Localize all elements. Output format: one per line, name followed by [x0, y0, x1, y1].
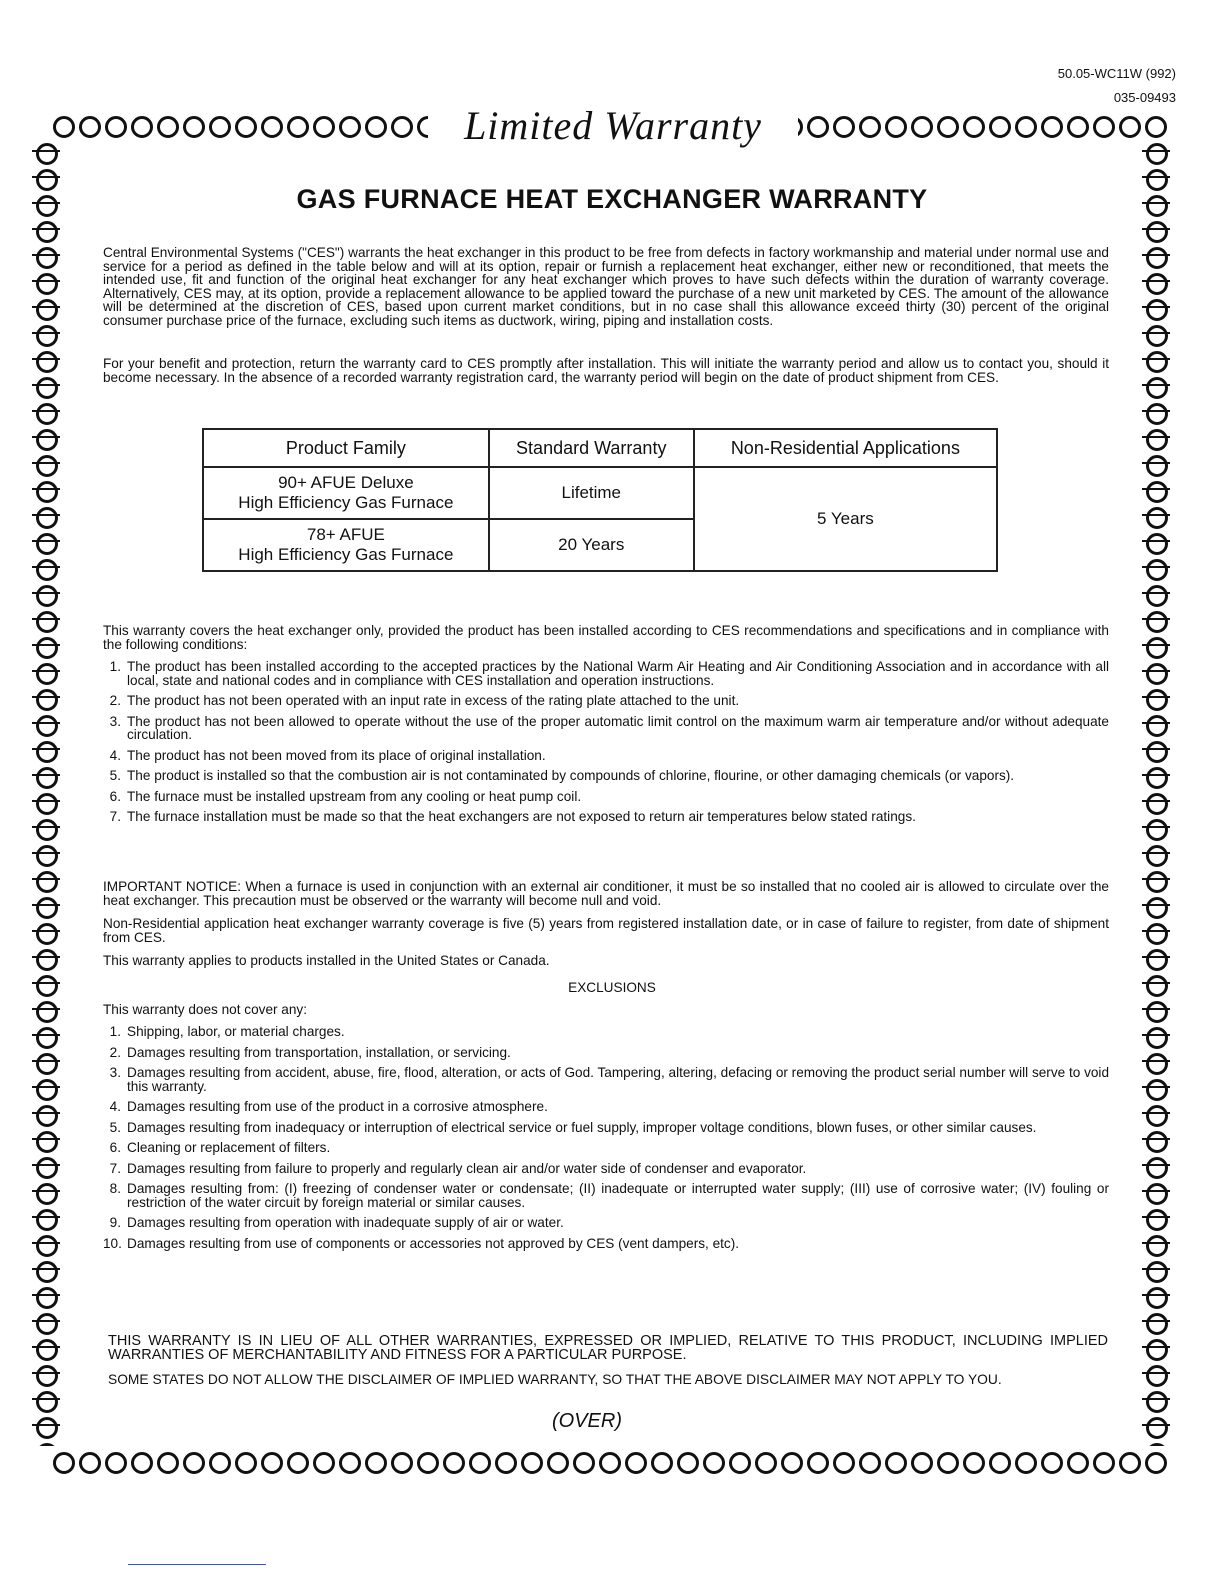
column-header-product-family: Product Family — [203, 429, 489, 467]
exclusions-heading: EXCLUSIONS — [568, 980, 656, 995]
list-item-text: Damages resulting from failure to properly and regularly clean air and/or water side of condenser and evaporator. — [127, 1160, 807, 1176]
chain-link-icon — [32, 478, 58, 504]
chain-link-icon — [1142, 1414, 1168, 1440]
chain-link-icon — [32, 1310, 58, 1336]
list-item — [103, 1162, 1109, 1176]
chain-link-icon — [32, 400, 58, 426]
chain-link-icon — [32, 790, 58, 816]
limited-warranty-banner: Limited Warranty — [428, 102, 798, 149]
states-disclaimer: SOME STATES DO NOT ALLOW THE DISCLAIMER OF IMPLIED WARRANTY, SO THAT THE ABOVE DISCLAIMER MAY NOT APPLY TO YOU. — [108, 1372, 1002, 1387]
page-title: GAS FURNACE HEAT EXCHANGER WARRANTY — [296, 184, 928, 214]
chain-link-icon — [1038, 112, 1064, 138]
chain-link-icon — [1142, 530, 1168, 556]
chain-link-icon — [1142, 1102, 1168, 1128]
chain-link-icon — [1142, 1154, 1168, 1180]
chain-link-icon — [206, 1448, 232, 1474]
chain-link-icon — [700, 1448, 726, 1474]
column-header-standard-warranty: Standard Warranty — [489, 429, 694, 467]
chain-link-icon — [1142, 504, 1168, 530]
list-item-text: The product has not been operated with an input rate in excess of the rating plate attached to the unit. — [127, 693, 740, 708]
chain-link-icon — [1142, 972, 1168, 998]
chain-link-icon — [32, 868, 58, 894]
list-item — [103, 1121, 1109, 1135]
chain-link-icon — [1142, 1448, 1168, 1474]
chain-link-icon — [128, 1448, 154, 1474]
chain-link-icon — [804, 1448, 830, 1474]
non-residential-note: Non-Residential application heat exchanger warranty coverage is five (5) years from registered installation date, or in case of failure to register, from date of shipment from CES. — [103, 916, 1109, 945]
chain-link-icon — [232, 1448, 258, 1474]
chain-link-icon — [1142, 1232, 1168, 1258]
chain-link-icon — [1142, 1388, 1168, 1414]
chain-link-icon — [1142, 1258, 1168, 1284]
chain-link-icon — [1142, 348, 1168, 374]
chain-link-icon — [32, 1284, 58, 1310]
chain-link-icon — [32, 608, 58, 634]
table-row — [203, 467, 997, 519]
list-item — [103, 769, 1109, 783]
chain-link-icon — [1142, 166, 1168, 192]
chain-link-icon — [32, 972, 58, 998]
list-item-number: 1. — [109, 659, 121, 674]
chain-link-icon — [32, 634, 58, 660]
chain-link-icon — [1116, 1448, 1142, 1474]
conditions-list — [103, 660, 1109, 831]
chain-link-icon — [1142, 296, 1168, 322]
chain-link-icon — [960, 1448, 986, 1474]
chain-link-icon — [32, 1076, 58, 1102]
chain-link-icon — [32, 244, 58, 270]
chain-link-icon — [1142, 1310, 1168, 1336]
chain-link-icon — [1142, 686, 1168, 712]
list-item — [103, 1046, 1109, 1060]
list-item-text: The furnace installation must be made so that the heat exchangers are not exposed to return air temperatures below stated ratings. — [127, 809, 916, 824]
chain-border-bottom — [50, 1448, 1170, 1476]
chain-link-icon — [856, 1448, 882, 1474]
chain-link-icon — [1090, 1448, 1116, 1474]
chain-link-icon — [32, 738, 58, 764]
list-item-text: Damages resulting from accident, abuse, fire, flood, alteration, or acts of God. Tampering, altering, defacing or removing the product serial number will serve to void this warranty. — [127, 1065, 1110, 1094]
chain-link-icon — [76, 1448, 102, 1474]
chain-link-icon — [310, 1448, 336, 1474]
list-item — [103, 810, 1109, 824]
chain-link-icon — [258, 112, 284, 138]
chain-link-icon — [32, 322, 58, 348]
list-item-number: 8. — [109, 1181, 121, 1196]
chain-link-icon — [1142, 582, 1168, 608]
chain-link-icon — [1142, 764, 1168, 790]
list-item-number: 4. — [109, 1099, 121, 1114]
chain-link-icon — [1142, 842, 1168, 868]
list-item — [103, 715, 1109, 742]
chain-link-icon — [32, 504, 58, 530]
chain-link-icon — [32, 166, 58, 192]
chain-link-icon — [1142, 270, 1168, 296]
chain-link-icon — [32, 556, 58, 582]
product-family-cell — [203, 467, 489, 519]
chain-link-icon — [1038, 1448, 1064, 1474]
list-item-number: 9. — [109, 1215, 121, 1230]
chain-link-icon — [1142, 894, 1168, 920]
list-item-text: The product is installed so that the combustion air is not contaminated by compounds of chlorine, flourine, or other damaging chemicals (or vapors). — [127, 768, 1015, 783]
chain-link-icon — [32, 660, 58, 686]
chain-link-icon — [310, 112, 336, 138]
list-item-number: 1. — [109, 1024, 121, 1039]
list-item-text: The product has not been allowed to operate without the use of the proper automatic limit control on the maximum warm air temperature and/or without adequate circulation. — [127, 713, 1109, 742]
document-part-number: 035-09493 — [1113, 90, 1176, 105]
in-lieu-disclaimer: THIS WARRANTY IS IN LIEU OF ALL OTHER WARRANTIES, EXPRESSED OR IMPLIED, RELATIVE TO THIS PRODUCT, INCLUDING IMPLIED WARRANTIES OF MERCHANTABILITY AND FITNESS FOR A PARTICULAR PURPOSE. — [108, 1333, 1108, 1363]
bottom-rule — [128, 1564, 266, 1565]
chain-link-icon — [1142, 112, 1168, 138]
list-item-text: Damages resulting from operation with inadequate supply of air or water. — [127, 1215, 564, 1230]
applies-note: This warranty applies to products installed in the United States or Canada. — [103, 953, 550, 968]
chain-link-icon — [1142, 1284, 1168, 1310]
chain-link-icon — [596, 1448, 622, 1474]
chain-link-icon — [908, 1448, 934, 1474]
chain-link-icon — [32, 1258, 58, 1284]
list-item — [103, 1100, 1109, 1114]
chain-link-icon — [1142, 790, 1168, 816]
chain-link-icon — [414, 1448, 440, 1474]
chain-link-icon — [32, 1180, 58, 1206]
chain-link-icon — [1142, 452, 1168, 478]
chain-link-icon — [76, 112, 102, 138]
chain-link-icon — [32, 894, 58, 920]
list-item-text: The product has been installed according to the accepted practices by the National Warm Air Heating and Air Conditioning Association and in accordance with all local, state and national codes and in compliance with CES installation and operation instructions. — [127, 659, 1109, 688]
chain-link-icon — [32, 348, 58, 374]
column-header-non-residential: Non-Residential Applications — [694, 429, 997, 467]
list-item — [103, 1141, 1109, 1155]
chain-link-icon — [1064, 1448, 1090, 1474]
chain-link-icon — [102, 1448, 128, 1474]
registration-paragraph: For your benefit and protection, return the warranty card to CES promptly after installation. This will initiate the warranty period and allow us to contact you, should it become necessary. In the absence of a recorded warranty registration card, the warranty period will begin on the date of product shipment from CES. — [103, 356, 1109, 385]
chain-link-icon — [32, 1440, 58, 1446]
chain-link-icon — [830, 1448, 856, 1474]
chain-link-icon — [648, 1448, 674, 1474]
list-item-number: 10. — [103, 1235, 122, 1251]
chain-link-icon — [674, 1448, 700, 1474]
table-header-row — [203, 429, 997, 467]
chain-link-icon — [32, 998, 58, 1024]
chain-link-icon — [180, 112, 206, 138]
list-item — [103, 1025, 1109, 1039]
chain-link-icon — [50, 1448, 76, 1474]
chain-link-icon — [32, 582, 58, 608]
chain-link-icon — [960, 112, 986, 138]
chain-link-icon — [440, 1448, 466, 1474]
chain-link-icon — [1142, 660, 1168, 686]
chain-link-icon — [1142, 556, 1168, 582]
chain-link-icon — [622, 1448, 648, 1474]
chain-link-icon — [830, 112, 856, 138]
chain-link-icon — [32, 1154, 58, 1180]
chain-link-icon — [32, 842, 58, 868]
chain-link-icon — [206, 112, 232, 138]
chain-link-icon — [1142, 1024, 1168, 1050]
chain-link-icon — [1012, 1448, 1038, 1474]
exclusions-list — [103, 1025, 1109, 1257]
chain-link-icon — [362, 112, 388, 138]
list-item-text: Damages resulting from inadequacy or interruption of electrical service or fuel supply, improper voltage conditions, blown fuses, or other similar causes. — [127, 1119, 1037, 1135]
list-item-text: Cleaning or replacement of filters. — [127, 1140, 331, 1155]
chain-link-icon — [570, 1448, 596, 1474]
chain-link-icon — [1142, 1076, 1168, 1102]
chain-link-icon — [934, 1448, 960, 1474]
chain-link-icon — [1142, 1180, 1168, 1206]
list-item — [103, 1066, 1109, 1093]
list-item-number: 5. — [109, 768, 121, 783]
chain-link-icon — [1012, 112, 1038, 138]
warranty-table — [202, 428, 998, 572]
chain-link-icon — [32, 1336, 58, 1362]
over-label: (OVER) — [552, 1410, 622, 1432]
chain-link-icon — [32, 1388, 58, 1414]
chain-border-right — [1142, 140, 1170, 1446]
chain-link-icon — [908, 112, 934, 138]
chain-link-icon — [1142, 322, 1168, 348]
standard-warranty-cell: Lifetime — [489, 467, 694, 519]
product-family-line: 78+ AFUE — [306, 525, 385, 544]
list-item-number: 6. — [109, 788, 121, 804]
chain-link-icon — [1142, 192, 1168, 218]
chain-link-icon — [336, 1448, 362, 1474]
chain-link-icon — [1142, 400, 1168, 426]
chain-link-icon — [1090, 112, 1116, 138]
standard-warranty-cell: 20 Years — [489, 519, 694, 571]
chain-link-icon — [1142, 426, 1168, 452]
list-item-text: Damages resulting from use of components or accessories not approved by CES (vent dampers, etc). — [127, 1235, 740, 1251]
chain-link-icon — [50, 112, 76, 138]
chain-link-icon — [986, 112, 1012, 138]
chain-link-icon — [32, 270, 58, 296]
chain-link-icon — [284, 112, 310, 138]
chain-link-icon — [1142, 244, 1168, 270]
chain-link-icon — [1064, 112, 1090, 138]
chain-link-icon — [466, 1448, 492, 1474]
list-item-text: The furnace must be installed upstream from any cooling or heat pump coil. — [127, 788, 582, 804]
chain-link-icon — [232, 112, 258, 138]
product-family-line: High Efficiency Gas Furnace — [238, 493, 454, 512]
chain-link-icon — [1142, 608, 1168, 634]
product-family-line: 90+ AFUE Deluxe — [278, 473, 414, 492]
list-item — [103, 660, 1109, 687]
chain-link-icon — [284, 1448, 310, 1474]
chain-link-icon — [1142, 1128, 1168, 1154]
chain-link-icon — [388, 112, 414, 138]
chain-link-icon — [32, 712, 58, 738]
list-item — [103, 1182, 1109, 1209]
chain-link-icon — [154, 112, 180, 138]
list-item-number: 6. — [109, 1140, 121, 1155]
chain-link-icon — [32, 1050, 58, 1076]
chain-link-icon — [986, 1448, 1012, 1474]
chain-link-icon — [32, 530, 58, 556]
chain-link-icon — [1142, 1050, 1168, 1076]
chain-link-icon — [1142, 998, 1168, 1024]
chain-link-icon — [1142, 946, 1168, 972]
chain-link-icon — [1142, 1362, 1168, 1388]
document-code: 50.05-WC11W (992) — [1057, 66, 1176, 81]
list-item-number: 7. — [109, 809, 121, 824]
chain-link-icon — [32, 140, 58, 166]
chain-link-icon — [32, 1024, 58, 1050]
chain-link-icon — [778, 1448, 804, 1474]
chain-link-icon — [154, 1448, 180, 1474]
chain-link-icon — [1142, 920, 1168, 946]
non-residential-cell: 5 Years — [694, 467, 997, 571]
list-item — [103, 1237, 1109, 1251]
product-family-cell — [203, 519, 489, 571]
coverage-intro: This warranty covers the heat exchanger only, provided the product has been installed according to CES recommendations and specifications and in compliance with the following conditions: — [103, 623, 1109, 652]
chain-link-icon — [1142, 738, 1168, 764]
chain-link-icon — [32, 452, 58, 478]
chain-link-icon — [1142, 868, 1168, 894]
chain-link-icon — [32, 1206, 58, 1232]
list-item-text: Damages resulting from: (I) freezing of condenser water or condensate; (II) inadequate or interrupted water supply; (III) use of corrosive water; (IV) fouling or restriction of the water circuit by foreign material or similar causes. — [127, 1181, 1109, 1210]
list-item-text: Shipping, labor, or material charges. — [127, 1024, 345, 1039]
chain-link-icon — [544, 1448, 570, 1474]
exclusions-intro: This warranty does not cover any: — [103, 1002, 307, 1017]
list-item-number: 4. — [109, 747, 121, 763]
chain-link-icon — [1142, 1206, 1168, 1232]
chain-link-icon — [32, 218, 58, 244]
chain-link-icon — [804, 112, 830, 138]
chain-link-icon — [336, 112, 362, 138]
chain-link-icon — [32, 686, 58, 712]
list-item-number: 7. — [109, 1160, 121, 1176]
chain-link-icon — [32, 1232, 58, 1258]
list-item-number: 3. — [109, 713, 121, 729]
chain-link-icon — [32, 946, 58, 972]
chain-link-icon — [856, 112, 882, 138]
chain-link-icon — [32, 816, 58, 842]
chain-link-icon — [32, 920, 58, 946]
important-notice: IMPORTANT NOTICE: When a furnace is used in conjunction with an external air conditioner, it must be so installed that no cooled air is allowed to circulate over the heat exchanger. This precaution must be observed or the warranty will become null and void. — [103, 879, 1109, 908]
list-item-number: 5. — [109, 1119, 121, 1135]
list-item-text: Damages resulting from transportation, installation, or servicing. — [127, 1044, 511, 1060]
chain-link-icon — [32, 764, 58, 790]
list-item-number: 3. — [109, 1065, 121, 1080]
chain-link-icon — [1142, 816, 1168, 842]
list-item — [103, 790, 1109, 804]
chain-link-icon — [1142, 374, 1168, 400]
list-item — [103, 749, 1109, 763]
chain-link-icon — [32, 374, 58, 400]
intro-paragraph: Central Environmental Systems ("CES") warrants the heat exchanger in this product to be free from defects in factory workmanship and material under normal use and service for a period as defined in the table below and will at its option, repair or furnish a replacement heat exchanger, either new or reconditioned, that meets the intended use, fit and function of the original heat exchanger for any heat exchanger which proves to have such defects within the duration of warranty coverage. Alternatively, CES may, at its option, provide a replacement allowance to be applied toward the purchase of a new unit marketed by CES. The amount of the allowance will be determined at the discretion of CES, based upon current market conditions, but in no case shall this allowance exceed thirty (30) percent of the original consumer purchase price of the furnace, excluding such items as ductwork, wiring, piping and installation costs. — [103, 245, 1109, 328]
chain-link-icon — [882, 1448, 908, 1474]
chain-link-icon — [128, 112, 154, 138]
chain-link-icon — [1142, 1440, 1168, 1446]
chain-link-icon — [1142, 140, 1168, 166]
product-family-line: High Efficiency Gas Furnace — [238, 545, 454, 564]
list-item-text: The product has not been moved from its place of original installation. — [127, 747, 546, 763]
list-item-number: 2. — [109, 693, 121, 708]
chain-link-icon — [388, 1448, 414, 1474]
chain-link-icon — [1142, 712, 1168, 738]
chain-link-icon — [32, 426, 58, 452]
list-item-number: 2. — [109, 1044, 121, 1060]
chain-link-icon — [726, 1448, 752, 1474]
chain-border-left — [32, 140, 60, 1446]
chain-link-icon — [1142, 478, 1168, 504]
list-item — [103, 694, 1109, 708]
chain-link-icon — [32, 1414, 58, 1440]
list-item-text: Damages resulting from use of the product in a corrosive atmosphere. — [127, 1099, 548, 1114]
chain-link-icon — [1116, 112, 1142, 138]
chain-link-icon — [492, 1448, 518, 1474]
chain-link-icon — [258, 1448, 284, 1474]
list-item — [103, 1216, 1109, 1230]
chain-link-icon — [1142, 218, 1168, 244]
chain-link-icon — [32, 296, 58, 322]
chain-link-icon — [32, 1362, 58, 1388]
chain-link-icon — [1142, 1336, 1168, 1362]
chain-link-icon — [32, 1128, 58, 1154]
chain-link-icon — [32, 192, 58, 218]
chain-link-icon — [32, 1102, 58, 1128]
chain-link-icon — [934, 112, 960, 138]
chain-link-icon — [362, 1448, 388, 1474]
chain-link-icon — [752, 1448, 778, 1474]
chain-link-icon — [102, 112, 128, 138]
chain-link-icon — [180, 1448, 206, 1474]
chain-link-icon — [518, 1448, 544, 1474]
chain-link-icon — [1142, 634, 1168, 660]
chain-link-icon — [882, 112, 908, 138]
